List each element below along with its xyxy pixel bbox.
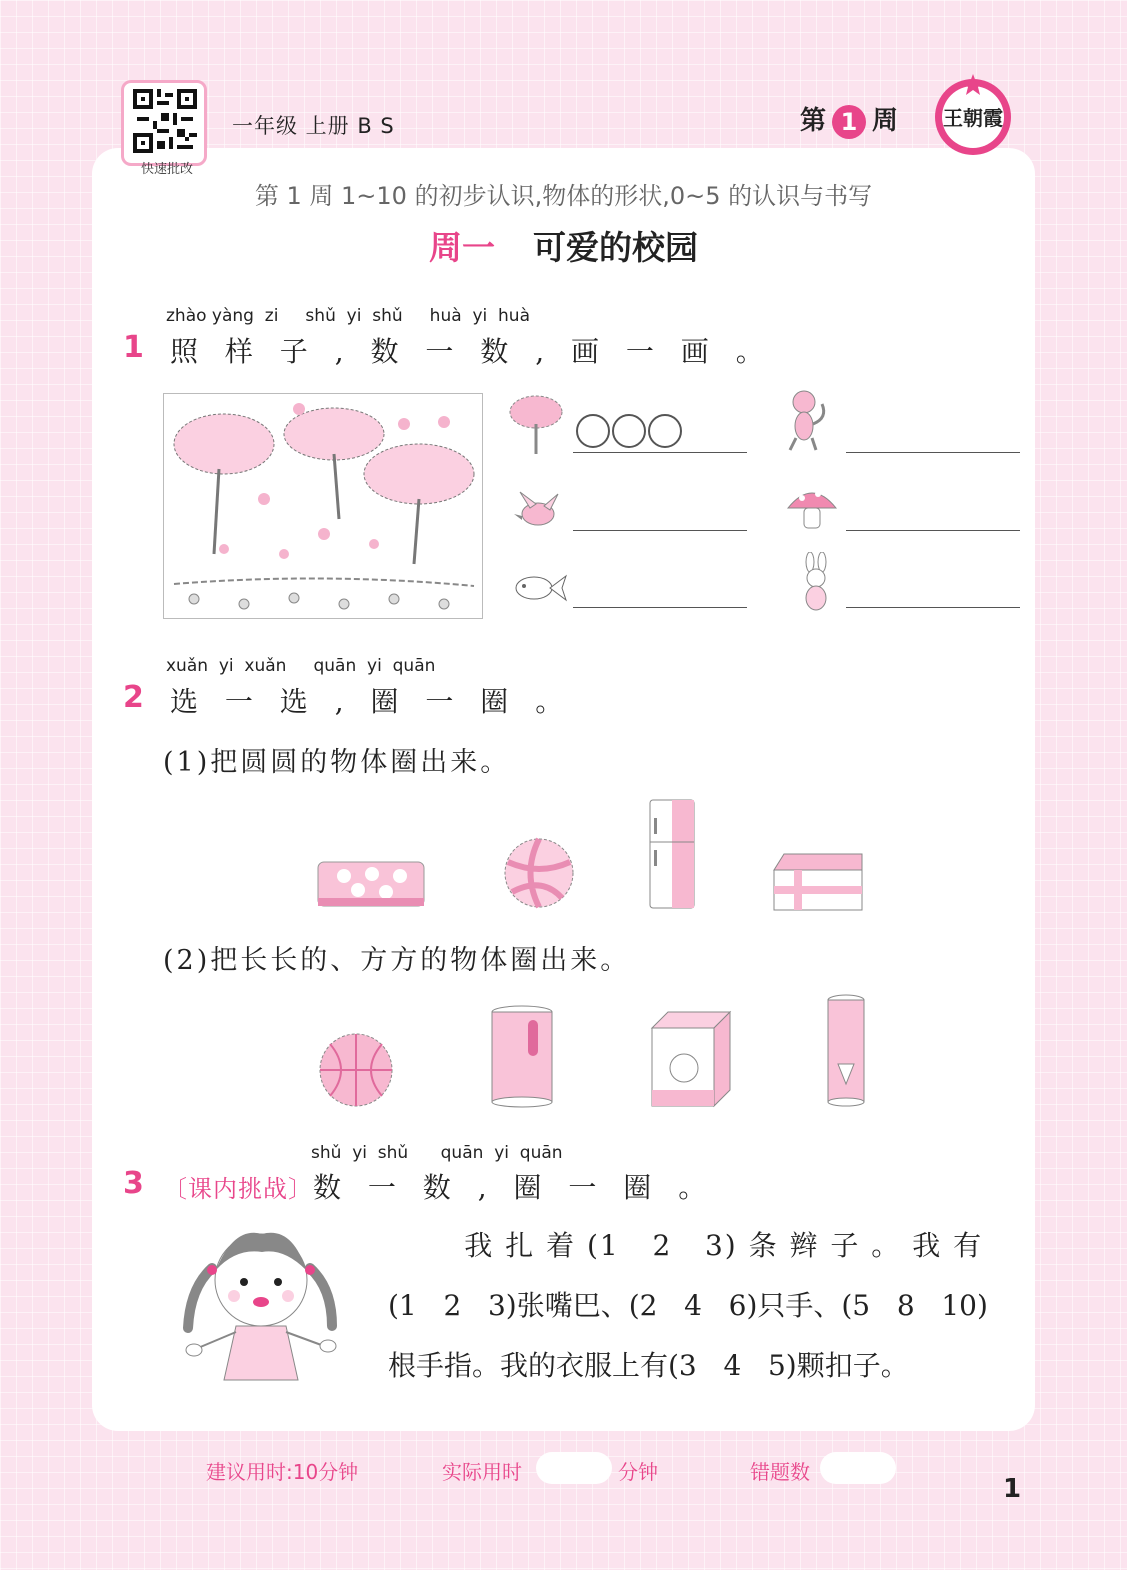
shuttlecock-tube-icon[interactable] [824, 994, 868, 1108]
rabbit-icon [796, 552, 836, 612]
fish-icon [512, 568, 568, 608]
mushroom-answer-line[interactable] [846, 530, 1020, 531]
actual-time-input[interactable] [536, 1452, 612, 1484]
page-title [0, 222, 1127, 269]
refrigerator-icon[interactable] [646, 798, 698, 910]
box-icon[interactable] [770, 850, 866, 912]
qr-code[interactable] [121, 80, 207, 166]
pencil-case-icon[interactable] [316, 858, 426, 910]
week-prefix: 第 [800, 106, 827, 136]
tree-answer-line[interactable] [573, 452, 747, 453]
qr-code-icon [133, 89, 197, 153]
qr-label: 快速批改 [140, 162, 193, 177]
actual-time-label: 实际用时 [442, 1460, 522, 1484]
week-number: 1 [832, 105, 866, 139]
q1-number: 1 [123, 330, 144, 365]
page-subtitle: 第 1 周 1~10 的初步认识,物体的形状,0~5 的认识与书写 [254, 182, 873, 210]
bird-icon [510, 488, 566, 532]
grade-label: 一年级 上册 B S [232, 114, 395, 138]
tree-icon [506, 392, 566, 456]
q3-tag: 〔课内挑战〕 [163, 1175, 313, 1203]
week-suffix: 周 [872, 106, 899, 136]
title-text: 可爱的校园 [533, 228, 698, 267]
q2-sub2: (2)把长长的、方方的物体圈出来。 [163, 945, 631, 976]
q2-pinyin: xuǎn yi xuǎn quān yi quān [166, 656, 436, 676]
girl-illustration [174, 1218, 348, 1382]
schoolyard-scene-image [163, 393, 483, 619]
monkey-answer-line[interactable] [846, 452, 1020, 453]
day-label: 周一 [429, 228, 495, 267]
milk-carton-icon[interactable] [648, 1008, 734, 1108]
q3-number: 3 [123, 1166, 144, 1201]
volleyball-icon[interactable] [502, 836, 576, 910]
page-number: 1 [1003, 1474, 1022, 1504]
basketball-icon[interactable] [316, 1030, 396, 1110]
fish-answer-line[interactable] [573, 607, 747, 608]
minutes-label: 分钟 [618, 1460, 658, 1484]
q1-pinyin: zhào yàng zi shǔ yi shǔ huà yi huà [166, 306, 530, 326]
errors-input[interactable] [820, 1452, 896, 1484]
rabbit-answer-line[interactable] [846, 607, 1020, 608]
monkey-icon [782, 388, 832, 454]
q1-instruction: 照 样 子 , 数 一 数 , 画 一 画 。 [170, 335, 773, 368]
q3-pinyin: shǔ yi shǔ quān yi quān [311, 1143, 563, 1163]
q3-paragraph-line3: 根手指。我的衣服上有(3 4 5)颗扣子。 [388, 1349, 909, 1382]
bird-answer-line[interactable] [573, 530, 747, 531]
logo-text: 王朝霞 [943, 106, 1003, 130]
mushroom-icon [786, 484, 838, 532]
brand-logo [930, 72, 1016, 158]
q3-line [163, 1166, 715, 1206]
q2-instruction: 选 一 选 , 圈 一 圈 。 [170, 685, 573, 718]
q2-sub1: (1)把圆圆的物体圈出来。 [163, 747, 511, 778]
week-badge [800, 100, 898, 139]
suggested-time: 建议用时:10分钟 [206, 1460, 359, 1484]
q3-instruction: 数 一 数 , 圈 一 圈 。 [313, 1171, 716, 1204]
q3-paragraph-line1: 我 扎 着 (1 2 3) 条 辫 子 。 我 有 [388, 1229, 984, 1262]
example-circles [576, 414, 682, 448]
tea-can-icon[interactable] [488, 1004, 556, 1108]
q2-number: 2 [123, 680, 144, 715]
q3-paragraph-line2: (1 2 3)张嘴巴、(2 4 6)只手、(5 8 10) [388, 1289, 988, 1322]
errors-label: 错题数 [750, 1460, 810, 1484]
